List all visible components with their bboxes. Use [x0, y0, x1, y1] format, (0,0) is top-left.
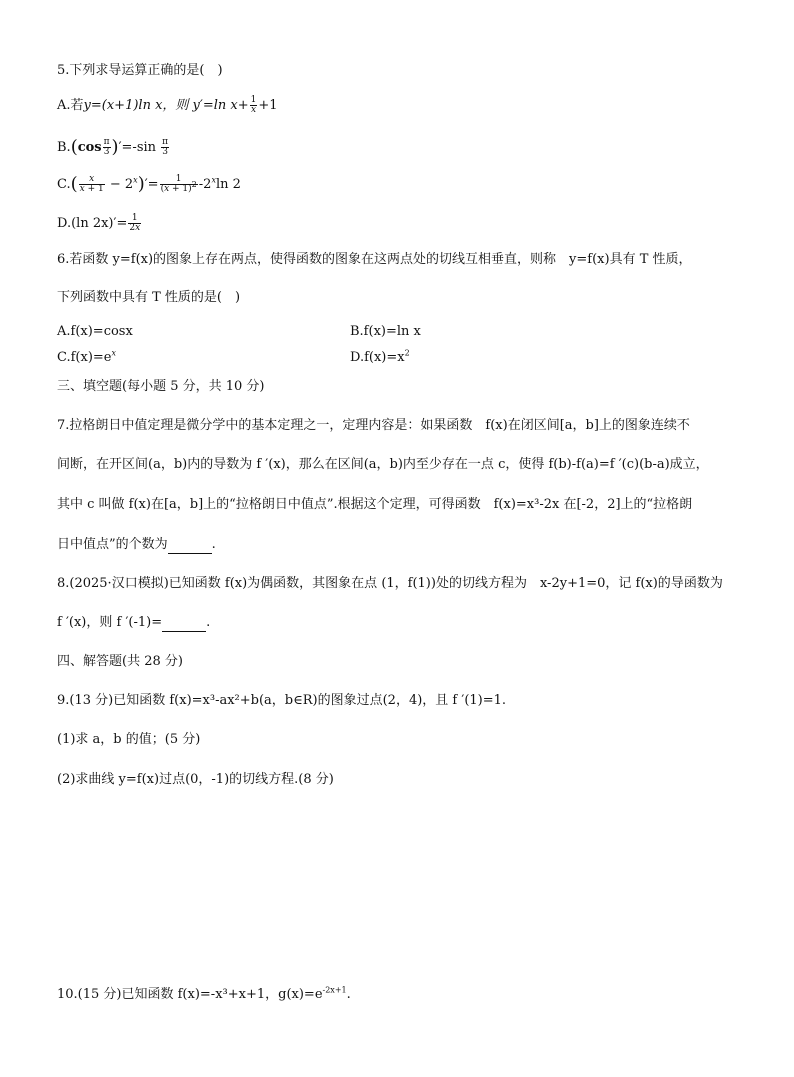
q10-exponent: -2x+1	[322, 985, 347, 995]
q8-line2: f ′(x)，则 f ′(-1)= .	[57, 615, 211, 630]
q6-option-b: B.f(x)=ln x	[350, 324, 421, 339]
section-3-heading: 三、填空题(每小题 5 分，共 10 分)	[57, 379, 265, 394]
q8-line1: 8.(2025·汉口模拟)已知函数 f(x)为偶函数，其图象在点 (1，f(1))处的切线方程为 x-2y+1=0，记 f(x)的导函数为	[57, 576, 723, 591]
q5-option-a	[57, 96, 278, 115]
q6-option-a: A.f(x)=cosx	[57, 324, 133, 339]
q5-d-label: D.(ln 2x)′=	[57, 216, 128, 231]
q5-b-eq: ′=-sin	[118, 140, 157, 155]
q7-line4-text: 日中值点”的个数为	[57, 537, 168, 552]
q5-c-eq: ′=	[144, 177, 159, 192]
q6-stem-line1: 6.若函数 y=f(x)的图象上存在两点，使得函数的图象在这两点处的切线互相垂直，则称 y=f(x)具有 T 性质，	[57, 252, 692, 267]
q6-options-row1	[57, 323, 737, 341]
q6-option-c: C.f(x)=e	[57, 350, 112, 365]
q9-stem: 9.(13 分)已知函数 f(x)=x³-ax²+b(a，b∈R)的图象过点(2，4)，且 f ′(1)=1.	[57, 693, 507, 708]
q5-option-d: D.(ln 2x)′= $\frac{1}{2x}$	[57, 213, 141, 233]
q8-line2-text: f ′(x)，则 f ′(-1)=	[57, 615, 163, 630]
q10-stem-text: 10.(15 分)已知函数 f(x)=-x³+x+1，g(x)=e	[57, 987, 323, 1002]
q8-answer-blank	[162, 619, 206, 632]
q7-answer-blank	[168, 541, 212, 554]
q7-line4: 日中值点”的个数为 .	[57, 537, 216, 552]
q5-c-tail: -2	[198, 177, 212, 192]
q6-stem-line2: 下列函数中具有 T 性质的是( )	[57, 290, 241, 305]
q5-b-label: B.	[57, 140, 71, 155]
q5-a-tail: +1	[258, 98, 278, 113]
q5-c-label: C.	[57, 177, 71, 192]
q6-options-row2	[57, 349, 737, 367]
q5-a-frac: $\frac{1}{x}$	[250, 95, 257, 115]
section-4-heading: 四、解答题(共 28 分)	[57, 654, 183, 669]
q5-a-label: A.若	[57, 98, 84, 113]
q9-part1: (1)求 a，b 的值；(5 分)	[57, 732, 201, 747]
q6-option-d: D.f(x)=x	[350, 350, 405, 365]
q10-stem: 10.(15 分)已知函数 f(x)=-x³+x+1，$g(x)=e^{-2x+1}$.	[57, 985, 351, 1002]
q5-option-c: C.( $\frac{x}{x + 1}$ − $2^x)'=$ $\frac{1}{(x + 1)^2}$ -2$^x$ln 2	[57, 173, 241, 195]
q6-option-c-wrap: $C.f(x)=e^x$	[57, 348, 117, 365]
q7-line2: 间断，在开区间(a，b)内的导数为 f ′(x)，那么在区间(a，b)内至少存在一点 c，使得 f(b)-f(a)=f ′(c)(b-a)成立，	[57, 457, 709, 472]
q5-stem: 5.下列求导运算正确的是( )	[57, 63, 223, 78]
q5-option-b: B.(cos $\frac{\pi}{3}$ )′=-sin $\frac{\pi}{3}$	[57, 136, 169, 158]
q5-a-expr: y=(x+1)ln x，则 y′=ln x+	[83, 98, 249, 113]
q7-line3: 其中 c 叫做 f(x)在[a，b]上的“拉格朗日中值点”.根据这个定理，可得函数 f(x)=x³-2x 在[-2，2]上的“拉格朗	[57, 497, 693, 512]
q7-line1: 7.拉格朗日中值定理是微分学中的基本定理之一，定理内容是：如果函数 f(x)在闭区间[a，b]上的图象连续不	[57, 418, 690, 433]
q9-part2: (2)求曲线 y=f(x)过点(0，-1)的切线方程.(8 分)	[57, 772, 334, 787]
q6-option-d-wrap: $D.f(x)=x^2$	[350, 348, 410, 365]
